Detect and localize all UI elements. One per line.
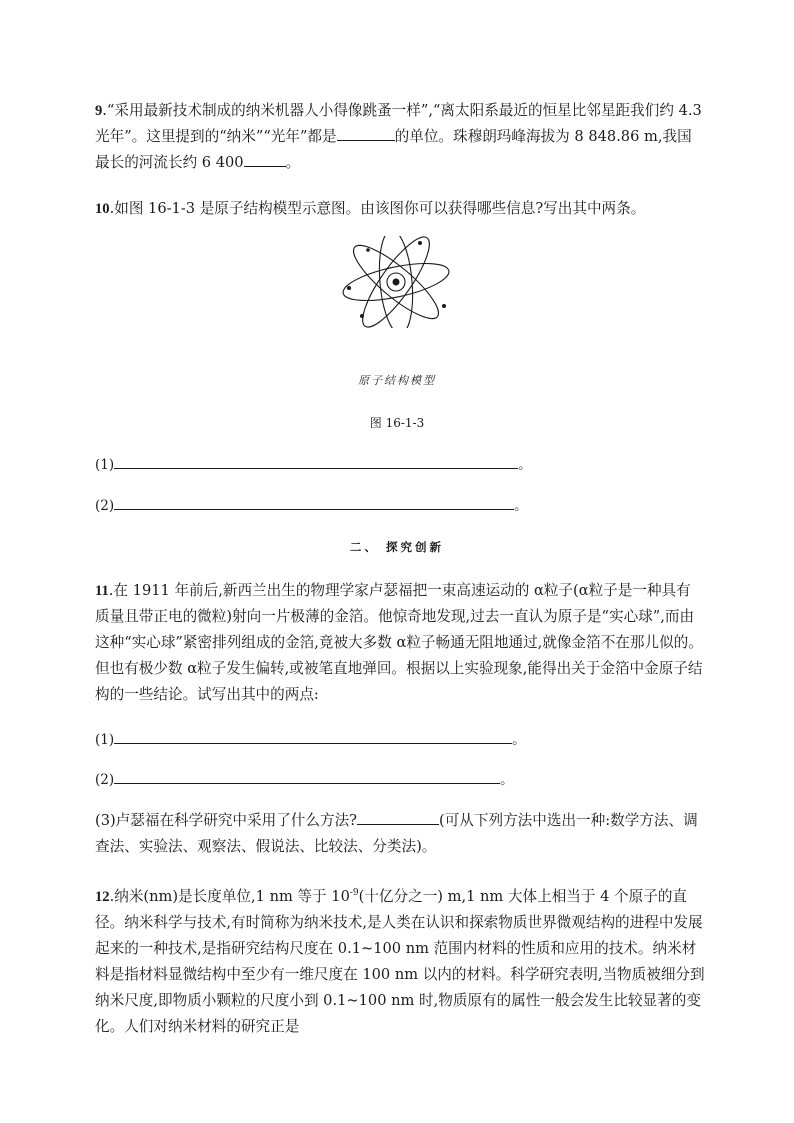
question-11-part-3 bbox=[95, 808, 705, 860]
question-11 bbox=[95, 578, 705, 708]
question-11-part-3-prefix: (3)卢瑟福在科学研究中采用了什么方法? bbox=[95, 812, 357, 829]
question-9-text-2: 的单位。珠穆朗玛峰海拔为 8 848.86 m,我国最长的河流长约 6 400 bbox=[95, 128, 692, 171]
question-9-text-3: 。 bbox=[285, 154, 301, 171]
question-9-blank-1[interactable] bbox=[337, 125, 395, 141]
question-11-answer-1-line[interactable] bbox=[114, 730, 512, 744]
question-12-number: 12 bbox=[95, 888, 110, 905]
electron bbox=[442, 304, 446, 308]
question-11-answer-2-line[interactable] bbox=[114, 770, 500, 784]
question-10-number: 10 bbox=[95, 201, 110, 217]
nucleus bbox=[393, 279, 400, 286]
electron bbox=[347, 286, 351, 290]
question-11-answer-1 bbox=[95, 730, 526, 750]
electron bbox=[418, 241, 422, 245]
question-10-answer-2 bbox=[95, 496, 528, 516]
answer-label: (1) bbox=[95, 732, 115, 748]
question-9-number: 9 bbox=[95, 103, 103, 119]
question-12 bbox=[95, 880, 705, 1040]
question-11-text: .在 1911 年前后,新西兰出生的物理学家卢瑟福把一束高速运动的 α粒子(α粒子是一种具有质量且带正电的微粒)射向一片极薄的金箔。他惊奇地发现,过去一直认为原子是“实心球”,而由这种“实心球”紧密排列组成的金箔,竟被大多数 α粒子畅通无阻地通过,就像金箔不在那儿似的。但也有极少数 α粒子发生偏转,或被笔直地弹回。根据以上实验现象,能得出关于金箔中金原子结构的一些结论。试写出其中的两点: bbox=[95, 582, 703, 703]
question-11-answer-2 bbox=[95, 770, 514, 790]
question-9-text-1: .“采用最新技术制成的纳米机器人小得像跳蚤一样”,“离太阳系最近的恒星比邻星距我们约 4.3 光年”。这里提到的“纳米”“光年”都是 bbox=[95, 102, 702, 145]
section-title: 二、 探究创新 bbox=[349, 540, 444, 554]
question-12-text-b: (十亿分之一) m,1 nm 大体上相当于 4 个原子的直径。纳米科学与技术,有时简称为纳米技术,是人类在认识和探索物质世界微观结构的进程中发展起来的一种技术,是指研究结构尺度在 0.1~100 nm 范围内材料的性质和应用的技术。纳米材料是指材料显微结构中至少有一维尺度在 100 nm 以内的材料。科学研究表明,当物质被细分到纳米尺度,即物质小颗粒的尺度小到 0.1~100 nm 时,物质原有的属性一般会发生比较显著的变化。人们对纳米材料的研究正是 bbox=[95, 887, 705, 1035]
question-11-method-blank[interactable] bbox=[357, 809, 439, 825]
question-9-blank-2[interactable] bbox=[244, 151, 286, 167]
atom-model-figure bbox=[338, 236, 454, 328]
answer-label: (2) bbox=[95, 772, 115, 788]
electron bbox=[360, 314, 364, 318]
answer-period: 。 bbox=[518, 457, 532, 473]
question-12-exponent: -9 bbox=[349, 888, 359, 898]
question-11-part-3-suffix: (可从下列方法中选出一种:数学方法、调查法、实验法、观察法、假说法、比较法、分类法)。 bbox=[95, 812, 698, 855]
question-10-answer-1 bbox=[95, 455, 532, 475]
answer-label: (1) bbox=[95, 457, 115, 473]
figure-label: 图 16-1-3 bbox=[369, 416, 425, 430]
question-10 bbox=[95, 196, 705, 222]
question-10-answer-1-line[interactable] bbox=[114, 455, 518, 469]
answer-period: 。 bbox=[512, 732, 526, 748]
question-10-answer-2-line[interactable] bbox=[114, 496, 514, 510]
question-9 bbox=[95, 98, 705, 176]
figure-caption: 原子结构模型 bbox=[358, 374, 436, 387]
question-11-number: 11 bbox=[95, 583, 109, 599]
answer-period: 。 bbox=[500, 772, 514, 788]
question-12-text-a: .纳米(nm)是长度单位,1 nm 等于 10 bbox=[109, 887, 350, 905]
electron bbox=[366, 248, 370, 252]
question-10-text: .如图 16-1-3 是原子结构模型示意图。由该图你可以获得哪些信息?写出其中两条。 bbox=[109, 200, 646, 217]
answer-period: 。 bbox=[514, 498, 528, 514]
answer-label: (2) bbox=[95, 498, 115, 514]
